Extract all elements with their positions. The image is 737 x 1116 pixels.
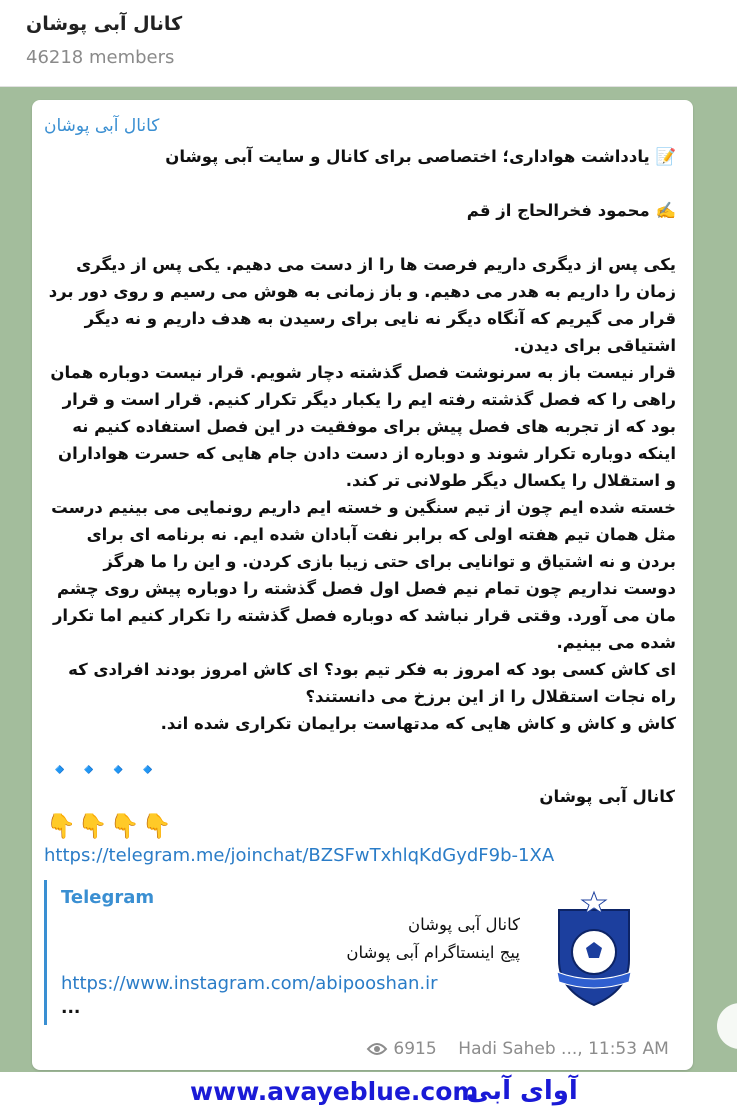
- message-paragraph: کاش و کاش و کاش هایی که مدتهاست برایمان تکراری شده اند.: [160, 714, 676, 733]
- join-link[interactable]: https://telegram.me/joinchat/BZSFwTxhlqKdGydF9b-1XA: [44, 845, 555, 866]
- preview-title: کانال آبی پوشان: [408, 915, 520, 934]
- esteghlal-logo: [549, 890, 639, 1008]
- diamond-icons: 🔹🔹🔹🔹: [46, 758, 164, 783]
- member-count: 46218 members: [26, 47, 175, 68]
- pointing-down-icons: 👇👇👇👇: [46, 812, 174, 840]
- views-icon: [366, 1042, 388, 1056]
- message-paragraph: خسته شده ایم چون از تیم سنگین و خسته ایم داریم رونمایی می بینیم درست مثل همان تیم هفته اولی که برابر نفت آبادان شده ایم. نه برنامه ای برای بردن و نه اشتیاق و توانایی برای حتی زیبا بازی کردن. و این را ما هرگز دوست نداریم چون تمام نیم فصل اول فصل گذشته را دوباره پیش روی چشم مان می آورد. وقتی قرار نباشد که دوباره فصل گذشته را تکرار کنیم اما تکرار شده می بینیم.: [45, 498, 676, 652]
- channel-title: کانال آبی پوشان: [26, 13, 183, 35]
- message-paragraph: ای کاش کسی بود که امروز به فکر تیم بود؟ ای کاش امروز بودند افرادی که راه نجات استقلال را از این برزخ می دانستند؟: [62, 660, 676, 706]
- forwarded-from[interactable]: کانال آبی پوشان: [44, 116, 160, 136]
- watermark-footer: [0, 1072, 737, 1116]
- message-meta: [366, 1039, 669, 1059]
- message-paragraph: یکی پس از دیگری داریم فرصت ها را از دست می دهیم. یکی پس از دیگری زمان را داریم به هدر می دهیم. و باز زمانی به هوش می رسیم و روی دور برد قرار می گیریم که آنگاه دیگر نه نایی برای رسیدن به هدف داریم و نه دیگر اشتیاقی برای دیدن.: [42, 255, 676, 355]
- preview-url[interactable]: https://www.instagram.com/abipooshan.ir: [61, 973, 438, 994]
- signature: کانال آبی پوشان: [539, 787, 675, 806]
- chat-header[interactable]: [0, 0, 737, 87]
- author-time: Hadi Saheb ..., 11:53 AM: [458, 1039, 669, 1059]
- message-paragraph: قرار نیست باز به سرنوشت فصل گذشته دچار شویم. قرار نیست دوباره همان راهی را که فصل گذشته رفته ایم را یکبار دیگر تکرار کنیم. قرار است و قرار بود که از تجربه های فصل پیش برای موفقیت در این فصل استفاده کنیم نه اینکه دوباره تکرار شوند و دوباره از دست دادن جام هایی که حسرت هواداران و استقلال را یکسال دیگر طولانی تر کند.: [44, 363, 676, 490]
- message-line: ✍️ محمود فخرالحاج از قم: [466, 201, 676, 220]
- view-count: 6915: [393, 1039, 437, 1059]
- preview-description: پیج اینستاگرام آبی پوشان: [346, 943, 520, 962]
- footer-site: www.avayeblue.com: [190, 1077, 479, 1106]
- preview-ellipsis: ...: [61, 998, 81, 1018]
- footer-brand: آوای آبی: [466, 1076, 578, 1106]
- message-text: [42, 143, 676, 737]
- message-line: 📝 یادداشت هواداری؛ اختصاصی برای کانال و سایت آبی پوشان: [165, 147, 676, 166]
- message-line: [46, 170, 676, 197]
- message-line: [46, 224, 676, 251]
- preview-site-name: Telegram: [61, 887, 155, 908]
